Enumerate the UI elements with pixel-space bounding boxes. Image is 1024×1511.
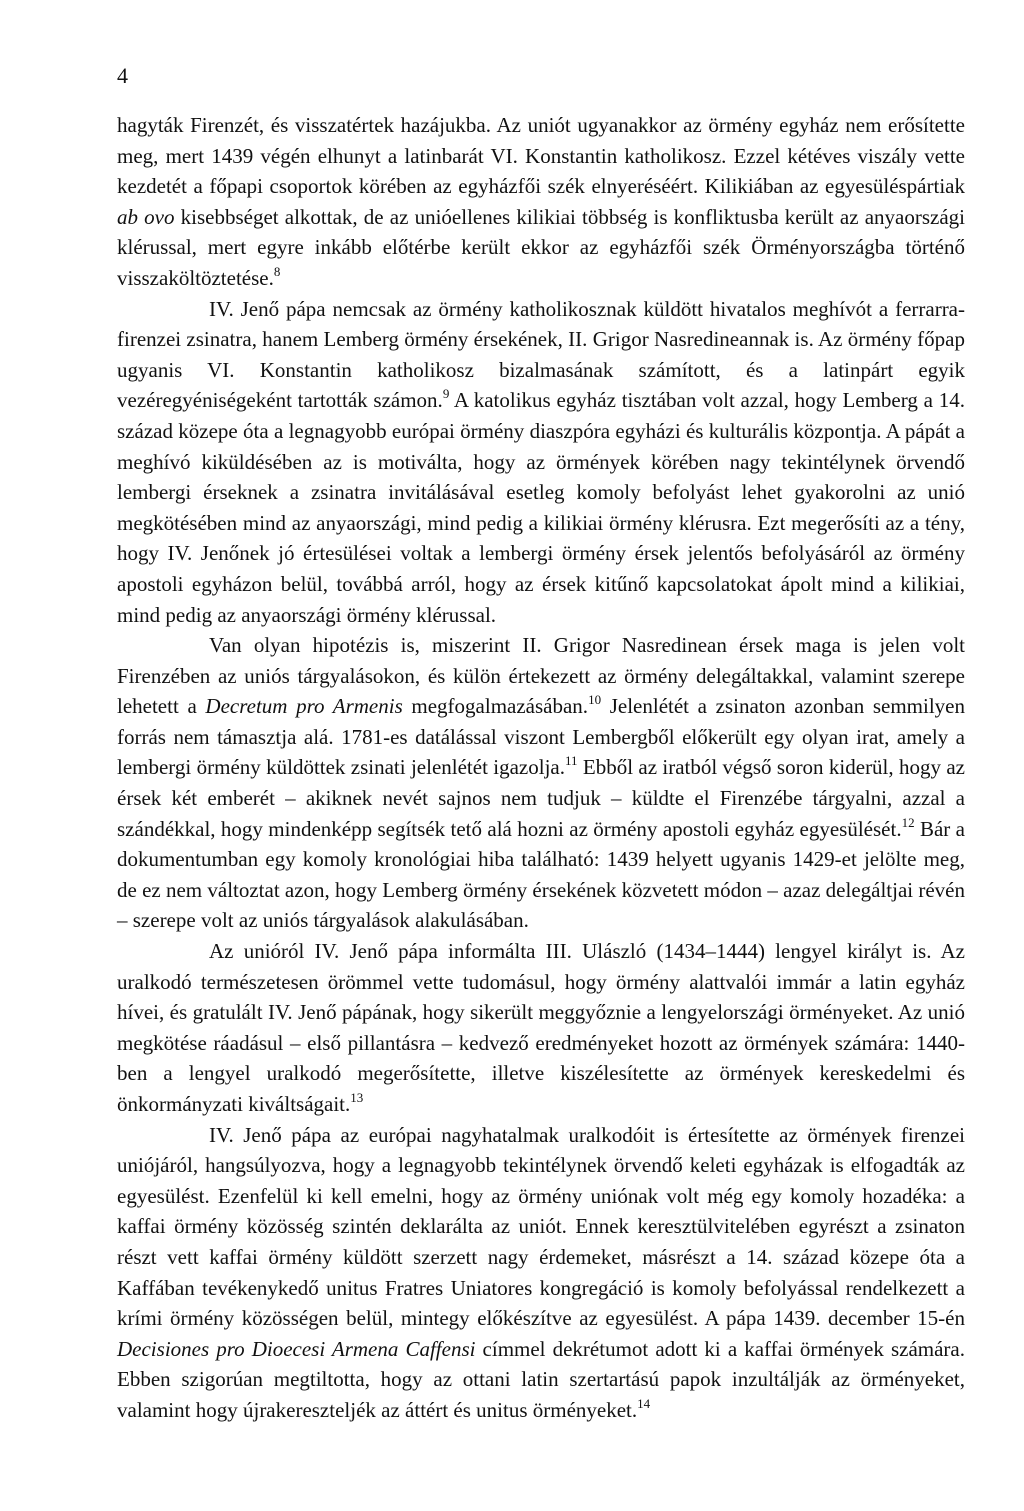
text-run: Van olyan hipotézis is, miszerint II. Grigor Nasredinean érsek maga is jelen volt Firenzében az uniós tárgyalásokon, és külön értekezett az örmény delegáltakkal, valamint szerepe lehetett a bbox=[117, 633, 965, 719]
text-run: megfogalmazásában. bbox=[402, 694, 589, 719]
text-run: hagyták Firenzét, és visszatértek hazájukba. Az uniót ugyanakkor az örmény egyház nem erősítette meg, mert 1439 végén elhunyt a latinbarát VI. Konstantin katholikosz. Ezzel kétéves viszály vette kezdetét a főpapi csoportok körében az egyházfői szék elnyeréséért. Kilikiában az egyesüléspártiak bbox=[117, 113, 965, 199]
italic-title: ab ovo bbox=[117, 204, 175, 229]
paragraph bbox=[117, 630, 965, 936]
paragraph bbox=[117, 294, 965, 631]
text-run: A katolikus egyház tisztában volt azzal, hogy Lemberg a 14. század közepe óta a legnagyobb európai örmény diaszpóra egyházi és kulturális központja. A pápát a meghívó kiküldésében az is motiválta, hogy az örmények körében nagy tekintélynek örvendő lembergi érseknek a zsinatra invitálásával esetleg komoly befolyást lehet gyakorolni az unió megkötésében mind az anyaországi, mind pedig a kilikiai örmény klérusra. Ezt megerősíti az a tény, hogy IV. Jenőnek jó értesülései voltak a lembergi örmény érsek jelentős befolyásáról az örmény apostoli egyházon belül, továbbá arról, hogy az érsek kitűnő kapcsolatokat ápolt mind a kilikiai, mind pedig az anyaországi örmény klérussal. bbox=[117, 388, 965, 627]
paragraph bbox=[117, 110, 965, 294]
footnote-ref: 9 bbox=[442, 386, 450, 402]
body-text bbox=[117, 110, 965, 1426]
italic-title: Decisiones pro Dioecesi Armena Caffensi bbox=[117, 1336, 476, 1361]
text-run: Az unióról IV. Jenő pápa informálta III. Ulászló (1434–1444) lengyel királyt is. Az uralkodó természetesen örömmel vette tudomásul, hogy örmény alattvalói immár a latin egyház hívei, és gratulált IV. Jenő pápának, hogy sikerült meggyőznie a lengyelországi örményeket. Az unió megkötése ráadásul – első pillantásra – kedvező eredményeket hozott az örmények számára: 1440-ben a lengyel uralkodó megerősítette, illetve kiszélesítette az örmények kereskedelmi és önkormányzati kiváltságait. bbox=[117, 939, 965, 1116]
text-run: Ebből az iratból végső soron kiderül, hogy az érsek két emberét – akiknek nevét sajnos nem tudjuk – küldte el Firenzébe tárgyalni, azzal a szándékkal, hogy mindenképp segítsék tető alá hozni az örmény apostoli egyház egyesülését. bbox=[117, 755, 965, 841]
text-run: Bár a dokumentumban egy komoly kronológiai hiba található: 1439 helyett ugyanis 1429-et jelölte meg, de ez nem változtat azon, hogy Lemberg örmény érsekének közvetett módon – azaz delegáltjai révén – szerepe volt az uniós tárgyalások alakulásában. bbox=[117, 816, 965, 933]
text-run: Jelenlétét a zsinaton azonban semmilyen forrás nem támasztja alá. 1781-es datálással viszont Lembergből előkerült egy olyan irat, amely a lembergi örmény küldöttek zsinati jelenlétét igazolja. bbox=[117, 694, 966, 780]
text-run: IV. Jenő pápa az európai nagyhatalmak uralkodóit is értesítette az örmények firenzei uniójáról, hangsúlyozva, hogy a legnagyobb tekintélynek örvendő keleti egyházak is elfogadták az egyesülést. Ezenfelül ki kell emelni, hogy az örmény uniónak volt még egy komoly hozadéka: a kaffai örmény közösség szintén deklarálta az uniót. Ennek keresztülvitelében egyrészt a zsinaton részt vett kaffai örmény küldött szerzett nagy érdemeket, másrészt a 14. század közepe óta a Kaffában tevékenykedő unitus Fratres Uniatores kongregáció is komoly befolyással rendelkezett a krími örmény közösségen belül, mintegy előkészítve az egyesülést. A pápa 1439. december 15-én bbox=[117, 1122, 965, 1331]
footnote-ref: 14 bbox=[637, 1395, 651, 1411]
italic-title: Decretum pro Armenis bbox=[205, 694, 403, 719]
footnote-ref: 11 bbox=[564, 753, 578, 769]
text-run: címmel dekrétumot adott ki a kaffai örmények számára. Ebben szigorúan megtiltotta, hogy az ottani latin szertartású papok inzultálják az örményeket, valamint hogy újrakereszteljék az áttért és unitus örményeket. bbox=[117, 1336, 965, 1422]
paragraph bbox=[117, 936, 965, 1120]
footnote-ref: 10 bbox=[588, 692, 602, 708]
paragraph bbox=[117, 1120, 965, 1426]
footnote-ref: 8 bbox=[273, 263, 281, 279]
text-run: IV. Jenő pápa nemcsak az örmény katholikosznak küldött hivatalos meghívót a ferrarra-firenzei zsinatra, hanem Lemberg örmény érsekének, II. Grigor Nasredineannak is. Az örmény főpap ugyanis VI. Konstantin katholikosz bizalmasának számított, és a latinpárt egyik vezéregyéniségeként tartották számon. bbox=[117, 296, 965, 413]
footnote-ref: 12 bbox=[901, 814, 915, 830]
page-number: 4 bbox=[117, 63, 128, 88]
footnote-ref: 13 bbox=[350, 1090, 364, 1105]
text-run: kisebbséget alkottak, de az unióellenes kilikiai többség is konfliktusba került az anyaországi klérussal, mert egyre inkább előtérbe került ekkor az egyházfői szék Örményországba történő visszaköltöztetése. bbox=[117, 204, 965, 290]
